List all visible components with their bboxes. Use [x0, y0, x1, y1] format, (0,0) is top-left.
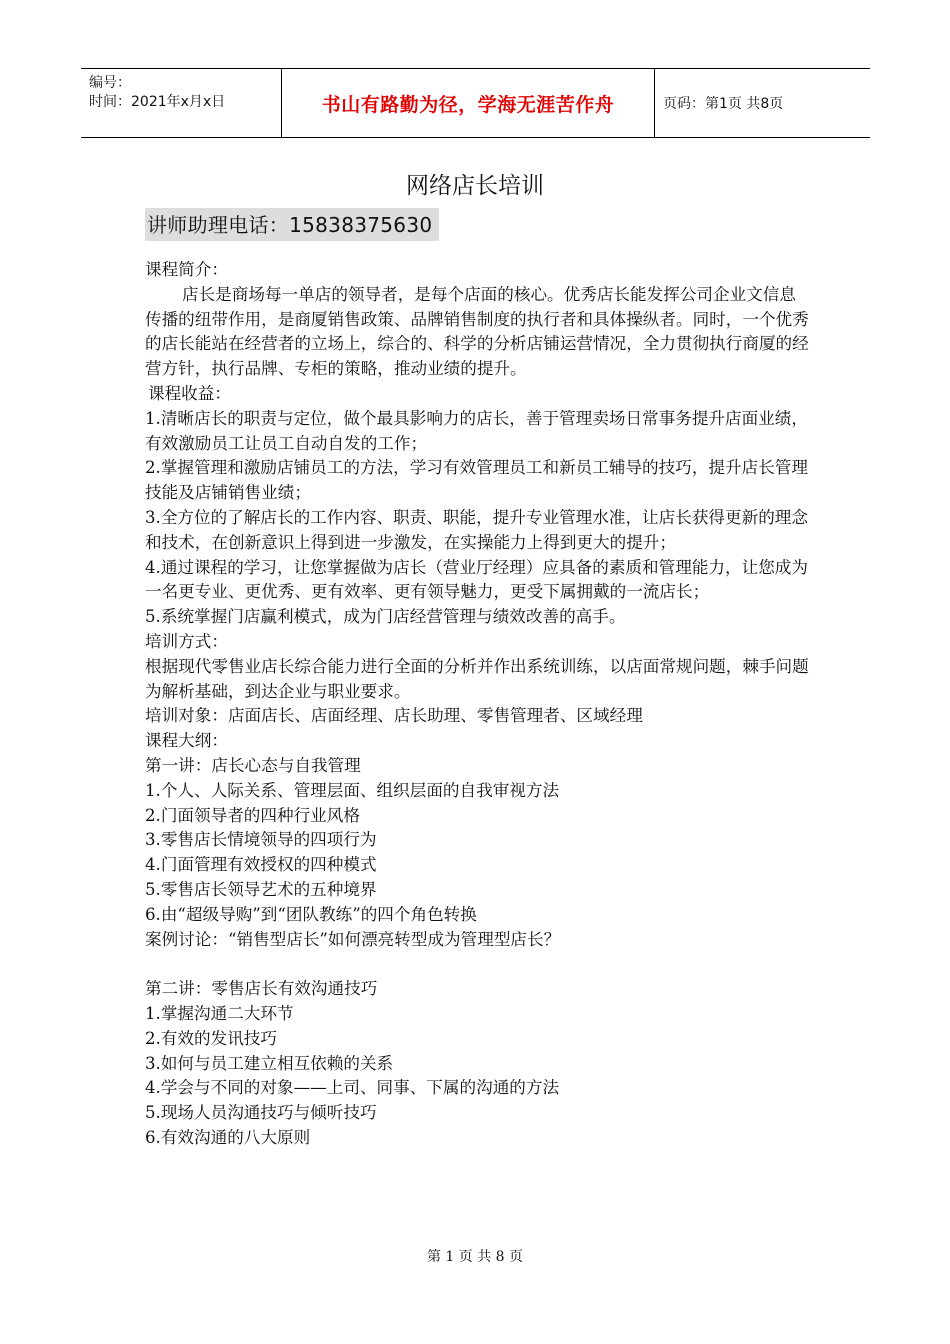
- benefit-item: 5.系统掌握门店赢利模式，成为门店经营管理与绩效改善的高手。: [145, 607, 626, 627]
- lecture1-item: 1.个人、人际关系、管理层面、组织层面的自我审视方法: [145, 780, 560, 800]
- lecture2-item: 4.学会与不同的对象——上司、同事、下属的沟通的方法: [145, 1078, 560, 1098]
- method-heading: 培训方式：: [145, 631, 228, 651]
- benefits-heading: 课程收益：: [148, 383, 231, 403]
- lecture2-item: 3.如何与员工建立相互依赖的关系: [145, 1053, 394, 1073]
- intro-paragraph: 店长是商场每一单店的领导者，是每个店面的核心。优秀店长能发挥公司企业文信息传播的纽带作用，是商厦销售政策、品牌销售制度的执行者和具体操纵者。同时，一个优秀的店长能站在经营者的立场上，综合的、科学的分析店铺运营情况，全力贯彻执行商厦的经营方针，执行品牌、专柜的策略，推动业绩的提升。: [145, 284, 809, 379]
- header-meta-cell: [81, 69, 281, 137]
- document-body: [145, 258, 811, 1151]
- method-paragraph: 根据现代零售业店长综合能力进行全面的分析并作出系统训练，以店面常规问题，棘手问题为解析基础，到达企业与职业要求。: [145, 656, 809, 701]
- phone-banner: 讲师助理电话：15838375630: [145, 208, 439, 241]
- benefit-item: 1.清晰店长的职责与定位，做个最具影响力的店长，善于管理卖场日常事务提升店面业绩，有效激励员工让员工自动自发的工作；: [145, 408, 808, 453]
- lecture1-item: 2.门面领导者的四种行业风格: [145, 805, 360, 825]
- document-title: 网络店长培训: [406, 173, 544, 199]
- outline-heading: 课程大纲：: [145, 731, 228, 751]
- lecture1-item: 3.零售店长情境领导的四项行为: [145, 830, 377, 850]
- lecture2-item: 6.有效沟通的八大原则: [145, 1127, 311, 1147]
- intro-heading: 课程简介：: [145, 260, 228, 279]
- blank-line: [145, 952, 811, 977]
- benefit-item: 2.掌握管理和激励店铺员工的方法，学习有效管理员工和新员工辅导的技巧，提升店长管理技能及店铺销售业绩；: [145, 458, 808, 503]
- lecture2-item: 5.现场人员沟通技巧与倾听技巧: [145, 1103, 377, 1123]
- audience-line: 培训对象：店面店长、店面经理、店长助理、零售管理者、区域经理: [145, 706, 643, 726]
- lecture1-item: 4.门面管理有效授权的四种模式: [145, 855, 377, 875]
- lecture1-case: 案例讨论：“销售型店长”如何漂亮转型成为管理型店长？: [145, 929, 561, 949]
- date-label: 时间：2021年x月x日: [89, 94, 226, 110]
- lecture1-heading: 第一讲：店长心态与自我管理: [145, 755, 361, 775]
- header-page-info: 页码：第1页 共8页: [663, 96, 784, 112]
- benefit-item: 4.通过课程的学习，让您掌握做为店长（营业厅经理）应具备的素质和管理能力，让您成为一名更专业、更优秀、更有效率、更有领导魅力，更受下属拥戴的一流店长；: [145, 557, 808, 602]
- benefit-item: 3.全方位的了解店长的工作内容、职责、职能，提升专业管理水准，让店长获得更新的理念和技术，在创新意识上得到进一步激发，在实操能力上得到更大的提升；: [145, 507, 808, 552]
- lecture2-item: 2.有效的发讯技巧: [145, 1028, 277, 1048]
- lecture2-heading: 第二讲：零售店长有效沟通技巧: [145, 979, 378, 999]
- lecture2-item: 1.掌握沟通二大环节: [145, 1003, 294, 1023]
- lecture1-item: 6.由“超级导购”到“团队教练”的四个角色转换: [145, 904, 477, 924]
- lecture1-item: 5.零售店长领导艺术的五种境界: [145, 879, 377, 899]
- header-motto: 书山有路勤为径，学海无涯苦作舟: [281, 69, 655, 137]
- serial-label: 编号：: [89, 75, 131, 91]
- page-footer: 第 1 页 共 8 页: [426, 1249, 524, 1265]
- header-table: [81, 68, 870, 138]
